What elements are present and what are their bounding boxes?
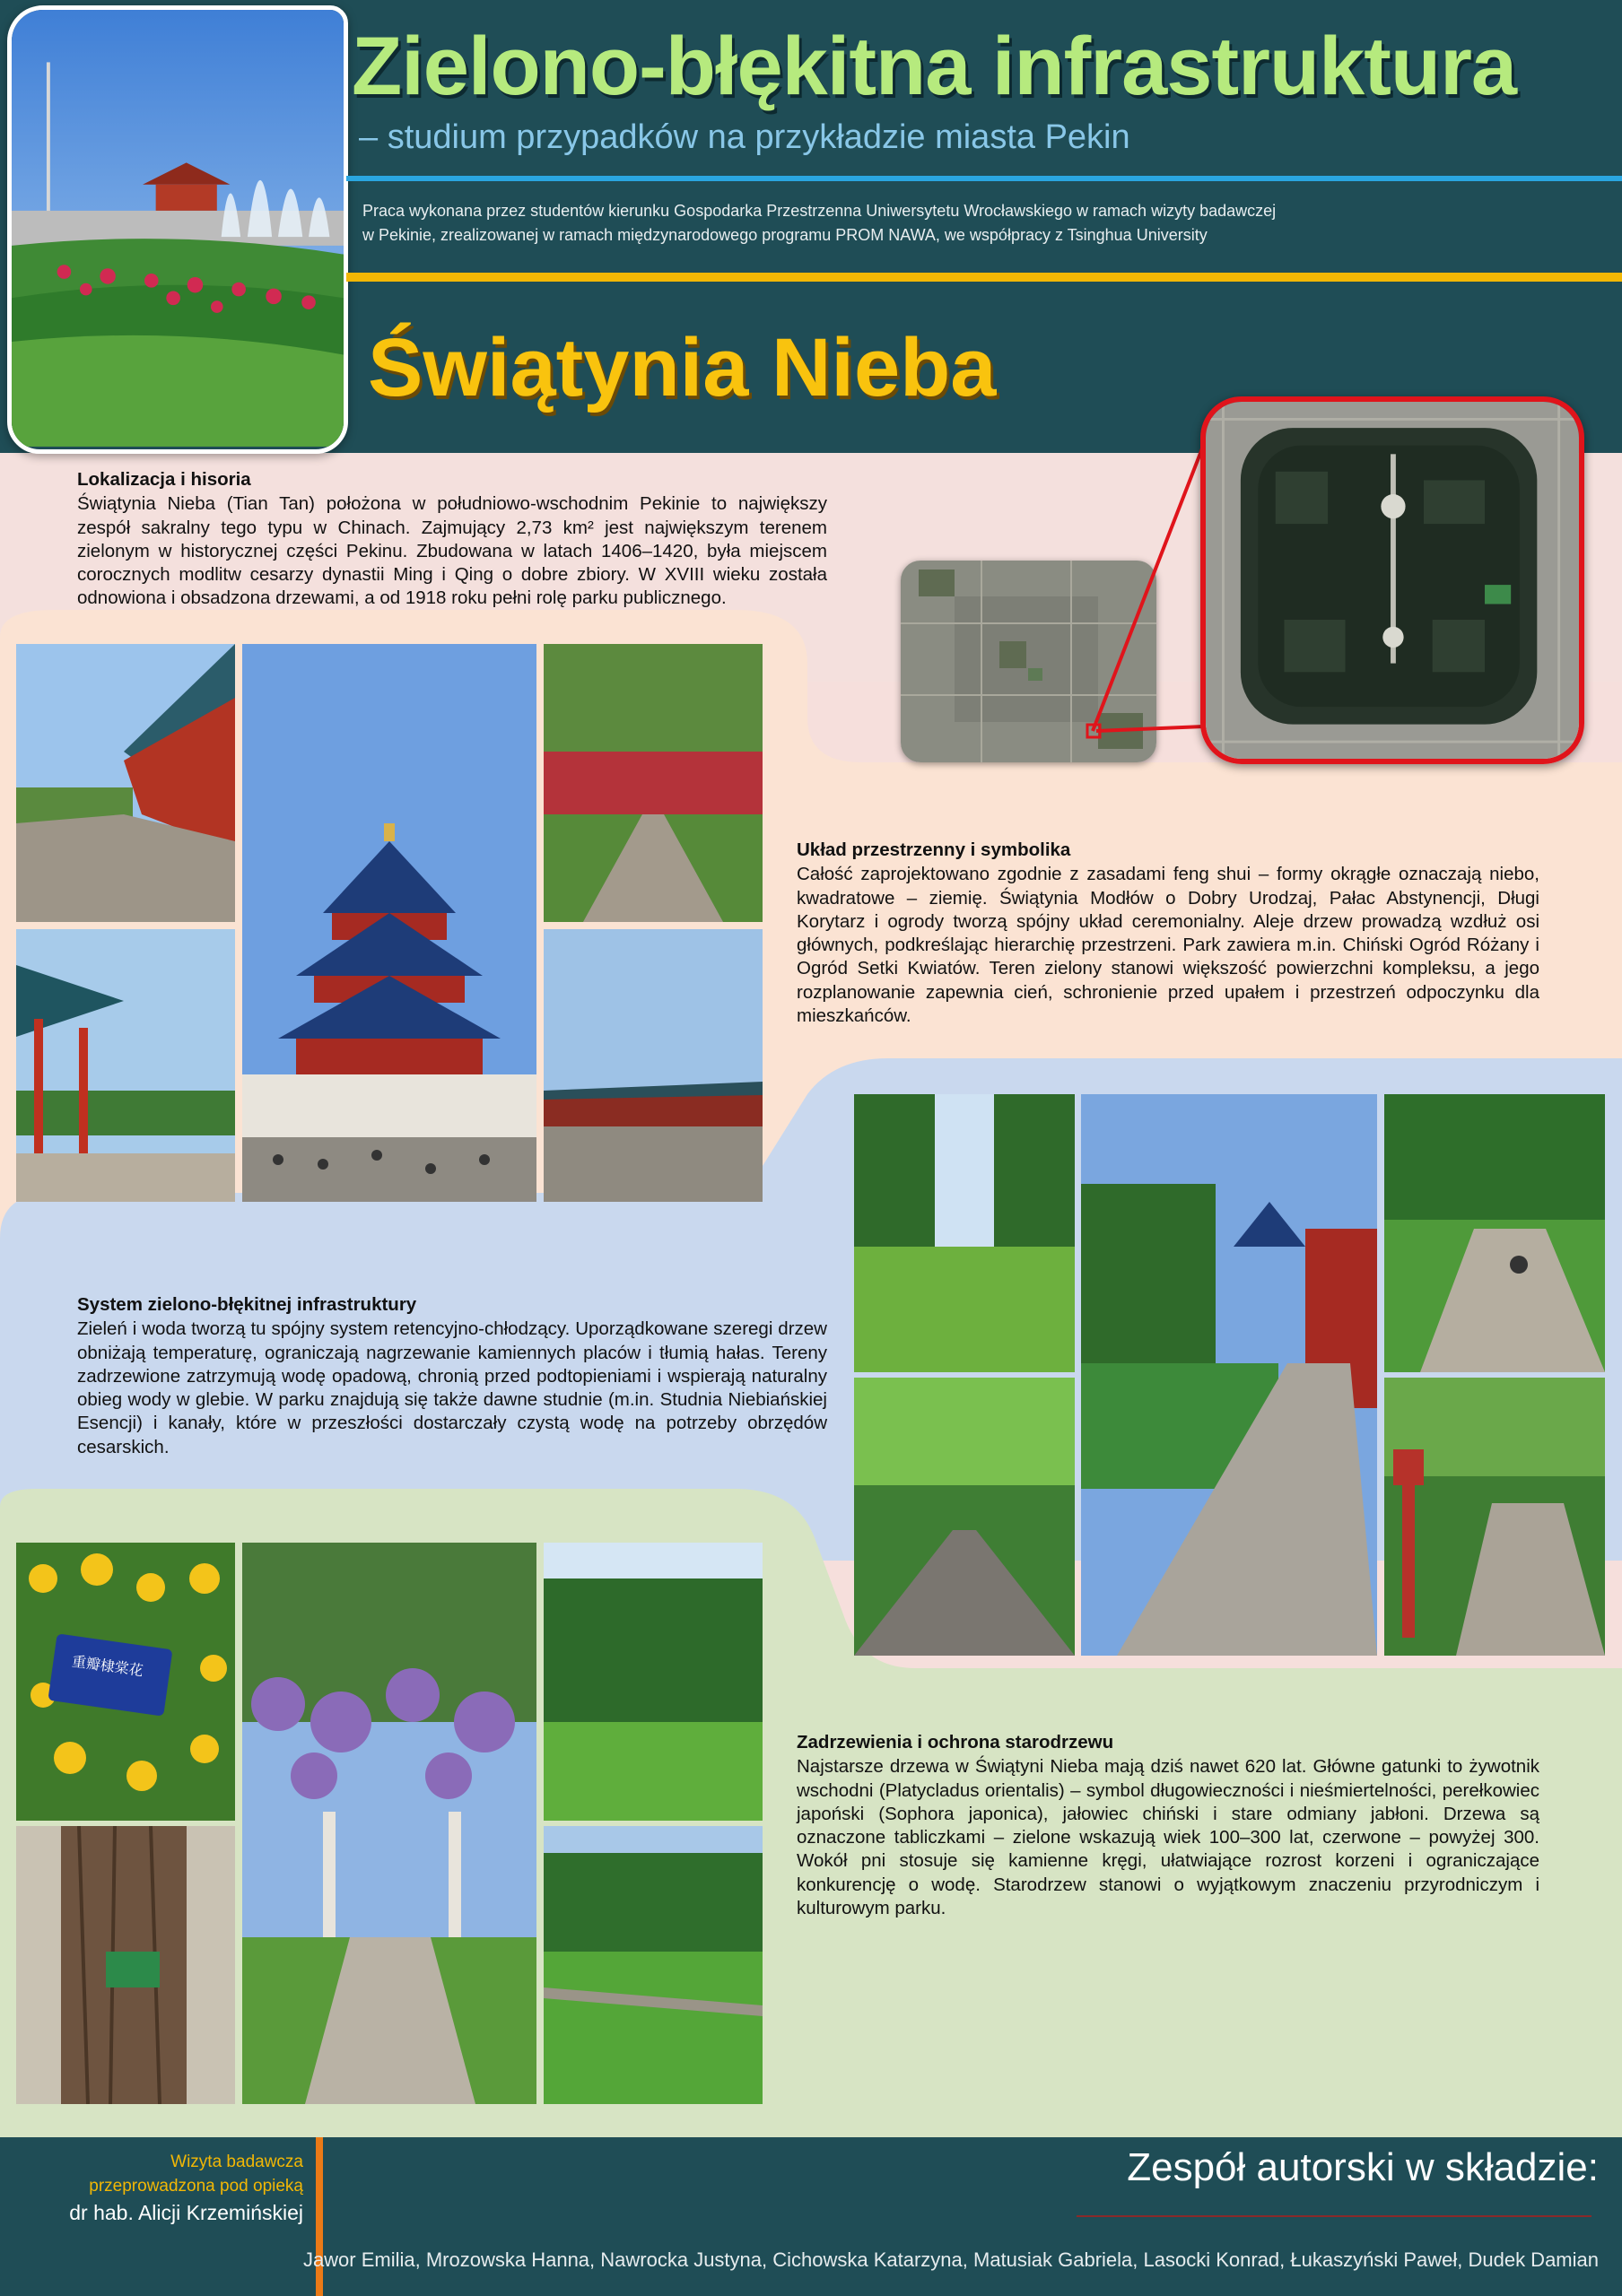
photo-stone-walkway <box>1081 1094 1377 1656</box>
team-members: Jawor Emilia, Mrozowska Hanna, Nawrocka Justyna, Cichowska Katarzyna, Matusiak Gabriela, Lasocki Konrad, Łukaszyński Paweł, Dudek Damian <box>302 2248 1599 2271</box>
main-title: Zielono-błękitna infrastruktura <box>352 21 1517 112</box>
section-location-body: Świątynia Nieba (Tian Tan) położona w południowo-wschodnim Pekinie to największy zespół sakralny tego typu w Chinach. Zajmujący 2,73 km² jest największym terenem zielonym w historycznej części Pekinu. Zbudowana w latach 1406–1420, była miejscem corocznych modlitw cesarzy dynastii Ming i Qing o dobre zbiory. W XVIII wieku została odnowiona i obsadzona drzewami, a od 1918 roku pełni rolę parku publicznego. <box>77 493 827 609</box>
photo-cyclist-path <box>1384 1094 1605 1372</box>
photo-park-meadow <box>544 1826 763 2104</box>
team-title: Zespół autorski w składzie: <box>1127 2145 1599 2189</box>
hero-photo-tiananmen <box>7 5 348 454</box>
visit-line-2: przeprowadzona pod opieką <box>89 2177 303 2196</box>
section-layout-heading: Układ przestrzenny i symbolika <box>797 839 1071 860</box>
section-location <box>77 468 827 611</box>
plant-sign-label: 重瓣棣棠花 <box>70 1652 144 1680</box>
photo-lantern-path <box>1384 1378 1605 1656</box>
intro-text <box>362 199 1349 248</box>
section-system <box>77 1293 827 1459</box>
photo-grass-avenue <box>854 1094 1075 1372</box>
section-location-heading: Lokalizacja i hisoria <box>77 469 251 490</box>
intro-line-1: Praca wykonana przez studentów kierunku Gospodarka Przestrzenna Uniwersytetu Wrocławskiego w ramach wizyty badawczej <box>362 202 1277 220</box>
map-temple-of-heaven-satellite <box>1200 396 1584 764</box>
section-trees-heading: Zadrzewienia i ochrona starodrzewu <box>797 1732 1114 1752</box>
visit-supervisor: dr hab. Alicji Krzemińskiej <box>69 2201 303 2224</box>
subtitle: – studium przypadków na przykładzie miasta Pekin <box>359 118 1130 156</box>
visit-line-1: Wizyta badawcza <box>170 2152 303 2171</box>
photo-long-corridor <box>16 644 235 922</box>
photo-yellow-flowers <box>16 1543 235 1821</box>
section-layout <box>797 839 1539 1028</box>
team-divider <box>1077 2215 1591 2217</box>
intro-line-2: w Pekinie, zrealizowanej w ramach międzynarodowego programu PROM NAWA, we współpracy z Tsinghua University <box>362 226 1208 244</box>
section-system-heading: System zielono-błękitnej infrastruktury <box>77 1294 417 1315</box>
photo-temple-courtyard <box>544 929 763 1202</box>
footer-divider <box>316 2137 323 2296</box>
section-trees-body: Najstarsze drzewa w Świątyni Nieba mają dziś nawet 620 lat. Główne gatunki to żywotnik wschodni (Platycladus orientalis) – symbol długowieczności i nieśmiertelności, perełkowiec japoński (Sophora japonica), jałowiec chiński i stare odmiany jabłoni. Drzewa są oznaczone tabliczkami – zielone wskazują wiek 100–300 lat, czerwone – powyżej 300. Wokół pni stosuje się kamienne kręgi, ułatwiające rozrost korzeni i ograniczające konkurencję o wodę. Starodrzew stanowi o wyjątkowym znaczeniu przyrodniczym i kulturowym parku. <box>797 1756 1539 1919</box>
blue-divider <box>346 176 1622 181</box>
photo-old-tree-trunk <box>16 1826 235 2104</box>
section-trees <box>797 1731 1539 1920</box>
photo-tree-path <box>854 1378 1075 1656</box>
temple-title: Świątynia Nieba <box>368 322 997 413</box>
photo-tree-avenue-gate <box>544 644 763 922</box>
photo-pavilion <box>16 929 235 1202</box>
section-layout-body: Całość zaprojektowano zgodnie z zasadami feng shui – formy okrągłe oznaczają niebo, kwadratowe – ziemię. Świątynia Modłów o Dobry Urodzaj, Pałac Abstynencji, Długi Korytarz i ogrody tworzą spójny układ ceremonialny. Aleje drzew prowadzą wzdłuż osi głównych, podkreślając hierarchię przestrzeni. Park zawiera m.in. Chiński Ogród Różany i Ogród Setki Kwiatów. Teren zielony stanowi większość powierzchni kompleksu, a jego rozplanowanie zapewnia cień, schronienie przed upałem i przestrzeń odpoczynku dla mieszkańców. <box>797 864 1539 1027</box>
photo-wisteria-pergola <box>242 1543 536 2104</box>
section-system-body: Zieleń i woda tworzą tu spójny system retencyjno-chłodzący. Uporządkowane szeregi drzew obniżają temperaturę, ograniczają nagrzewanie kamiennych placów i tłumią hałas. Tereny zadrzewione zatrzymują wodę opadową, chronią przed podtopieniami i wspierają naturalny obieg wody w glebie. W parku znajdują się także dawne studnie (m.in. Studnia Niebiańskiej Esencji) i kanały, które w przeszłości dostarczały czystą wodę na potrzeby obrzędów cesarskich. <box>77 1318 827 1457</box>
yellow-divider <box>346 273 1622 282</box>
photo-hall-of-prayer <box>242 644 536 1202</box>
photo-grove-lawn <box>544 1543 763 1821</box>
